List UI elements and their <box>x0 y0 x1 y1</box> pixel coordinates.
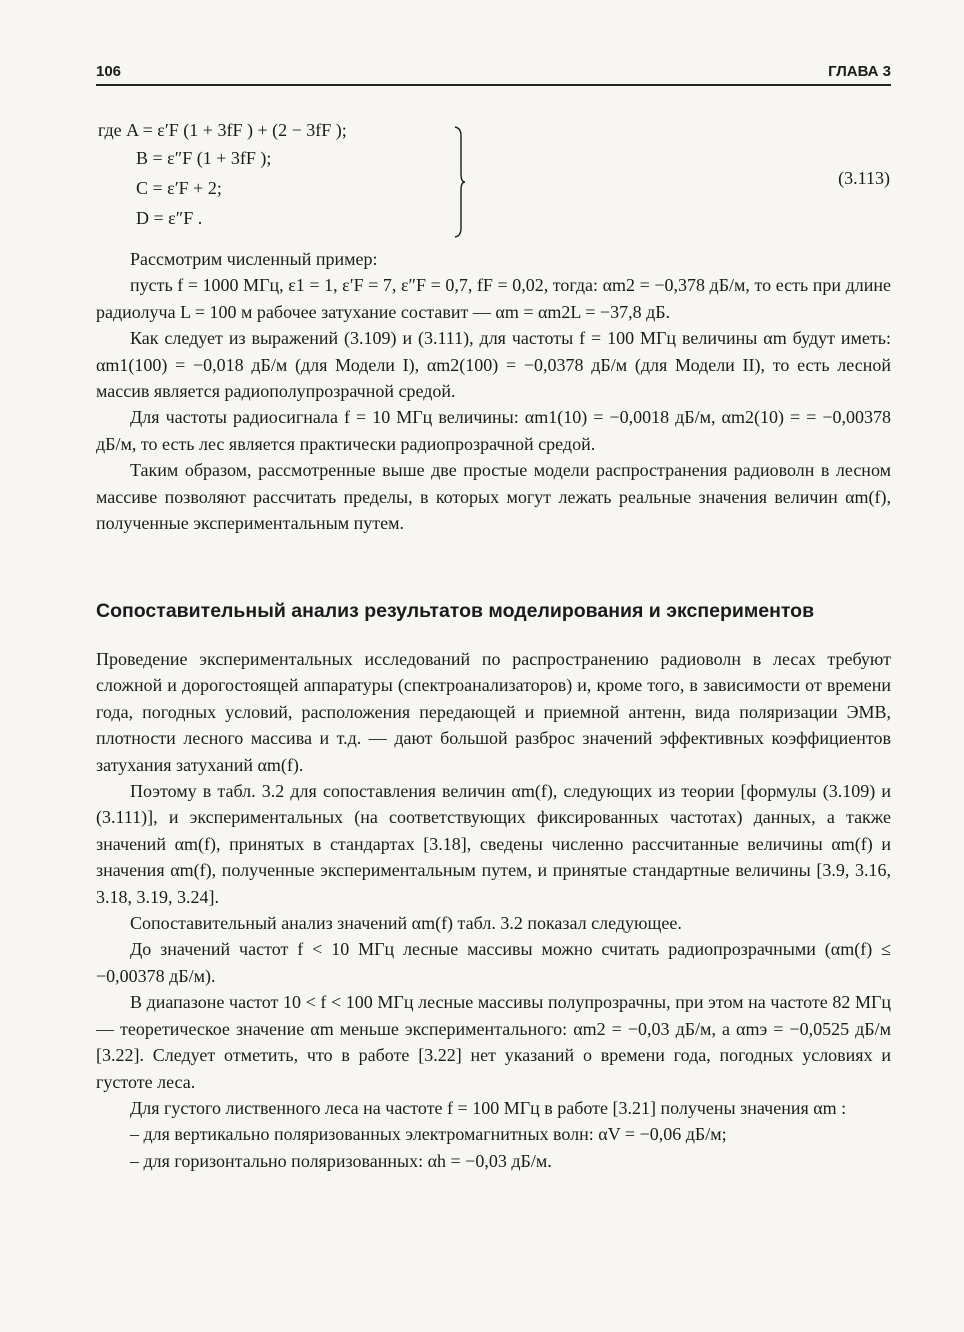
chapter-title: ГЛАВА 3 <box>828 63 891 80</box>
section-heading: Сопоставительный анализ результатов моделирования и экспериментов <box>96 600 815 622</box>
list-item: – для вертикально поляризованных электромагнитных волн: αV = −0,06 дБ/м; <box>130 1124 727 1145</box>
equation-number: (3.113) <box>838 168 890 188</box>
paragraph: До значений частот f < 10 МГц лесные массивы можно считать радиопрозрачными (αm(f) ≤ −0,00378 дБ/м). <box>96 939 891 986</box>
formula-3-113 <box>98 120 892 238</box>
formula-line-c: C = ε′F + 2; <box>136 178 222 198</box>
formula-line-d: D = ε″F . <box>136 208 203 228</box>
list-item: – для горизонтально поляризованных: αh = −0,03 дБ/м. <box>130 1150 552 1171</box>
paragraph: Для частоты радиосигнала f = 10 МГц величины: αm1(10) = −0,0018 дБ/м, αm2(10) = = −0,00378 дБ/м, то есть лес является практически радиопрозрачной средой. <box>96 407 891 454</box>
paragraph: Рассмотрим численный пример: <box>130 249 378 269</box>
paragraph: Для густого лиственного леса на частоте f = 100 МГц в работе [3.21] получены значения αm : <box>130 1097 847 1118</box>
numeric-example-block <box>96 246 891 536</box>
paragraph: В диапазоне частот 10 < f < 100 МГц лесные массивы полупрозрачны, при этом на частоте 82 МГц — теоретическое значение αm меньше экспериментального: αm2 = −0,03 дБ/м, а αmэ = −0,0525 дБ/м [3.22]. Следует отметить, что в работе [3.22] нет указаний о времени года, погодных условиях и густоте леса. <box>96 992 891 1092</box>
paragraph: Проведение экспериментальных исследований по распространению радиоволн в лесах требуют сложной и дорогостоящей аппаратуры (спектроанализаторов) и, кроме того, в зависимости от времени года, погодных условий, расположения передающей и приемной антенн, вида поляризации ЭМВ, плотности лесного массива и т.д. — дают большой разброс значений эффективных коэффициентов затухания затуханий αm(f). <box>96 649 891 775</box>
paragraph: Поэтому в табл. 3.2 для сопоставления величин αm(f), следующих из теории [формулы (3.109) и (3.111)], и экспериментальных (на соответствующих фиксированных частотах) данных, а также значений αm(f), принятых в стандартах [3.18], сведены численно рассчитанные величины αm(f) и значения αm(f), полученные экспериментальным путем, и принятые стандартные величины [3.9, 3.16, 3.18, 3.19, 3.24]. <box>96 781 891 907</box>
right-brace-icon <box>454 126 466 238</box>
page-number: 106 <box>96 63 122 80</box>
paragraph: Как следует из выражений (3.109) и (3.111), для частоты f = 100 МГц величины αm будут иметь: αm1(100) = −0,018 дБ/м (для Модели I), αm2(100) = −0,0378 дБ/м (для Модели II), то есть лесной массив является радиополупрозрачной средой. <box>96 328 891 402</box>
paragraph: пусть f = 1000 МГц, ε1 = 1, ε′F = 7, ε″F = 0,7, fF = 0,02, тогда: αm2 = −0,378 дБ/м, то есть при длине радиолуча L = 100 м рабочее затухание составит — αm = αm2L = −37,8 дБ. <box>96 275 891 322</box>
paragraph: Сопоставительный анализ значений αm(f) табл. 3.2 показал следующее. <box>130 913 682 934</box>
analysis-block <box>96 646 891 1174</box>
formula-line-b: B = ε″F (1 + 3fF ); <box>136 148 272 168</box>
paragraph: Таким образом, рассмотренные выше две простые модели распространения радиоволн в лесном массиве позволяют рассчитать пределы, в которых могут лежать реальные значения величин αm(f), полученные экспериментальным путем. <box>96 460 891 534</box>
page-header <box>96 62 891 86</box>
formula-line-a: где A = ε′F (1 + 3fF ) + (2 − 3fF ); <box>98 120 347 140</box>
